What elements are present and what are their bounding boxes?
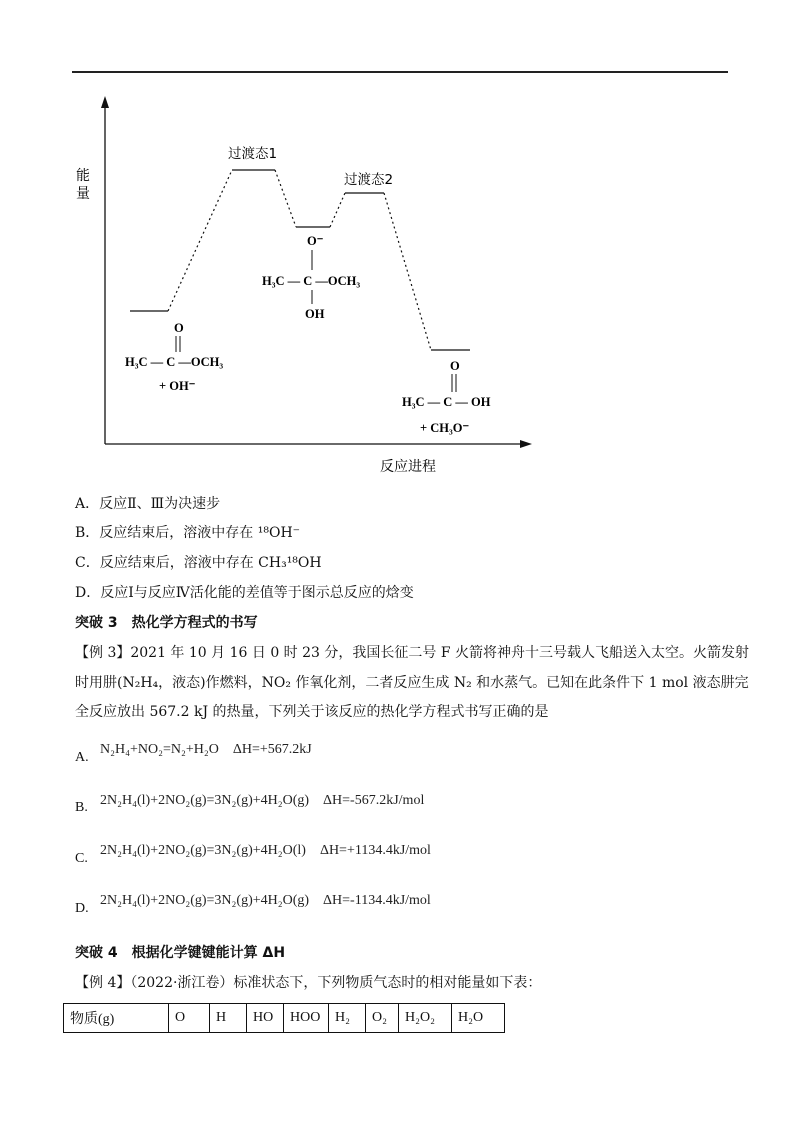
option-c: C．反应结束后，溶液中存在 CH₃¹⁸OH bbox=[75, 555, 322, 571]
table-cell: O₂ bbox=[366, 1004, 399, 1033]
equation-a: N₂H₄+NO₂=N₂+H₂O ΔH=+567.2kJ bbox=[100, 742, 312, 757]
y-label-1: 能 bbox=[76, 168, 90, 184]
path-ts1-int bbox=[275, 170, 296, 227]
path-r-ts1 bbox=[168, 170, 232, 311]
equation-b-label: B. bbox=[75, 800, 88, 815]
table-cell: H bbox=[210, 1004, 247, 1033]
equation-b: 2N₂H₄(l)+2NO₂(g)=3N₂(g)+4H₂O(g) ΔH=-567.2kJ/mol bbox=[100, 793, 425, 808]
table-cell: H₂O₂ bbox=[399, 1004, 452, 1033]
path-int-ts2 bbox=[330, 193, 345, 227]
example-3-line-1: 【例 3】2021 年 10 月 16 日 0 时 23 分，我国长征二号 F 火箭将神舟十三号载人飞船送入太空。火箭发射 bbox=[75, 645, 750, 661]
equation-c: 2N₂H₄(l)+2NO₂(g)=3N₂(g)+4H₂O(l) ΔH=+1134.4kJ/mol bbox=[100, 843, 431, 858]
example-3-line-2: 时用肼(N₂H₄，液态)作燃料，NO₂ 作氧化剂，二者反应生成 N₂ 和水蒸气。已知在此条件下 1 mol 液态肼完 bbox=[75, 675, 749, 691]
table-row bbox=[64, 1004, 505, 1033]
ts2-label: 过渡态2 bbox=[344, 172, 394, 188]
option-a: A．反应Ⅱ、Ⅲ为决速步 bbox=[75, 496, 221, 512]
reactant-row: H₃C — C —OCH₃ bbox=[125, 355, 224, 369]
option-d: D．反应Ⅰ与反应Ⅳ活化能的差值等于图示总反应的焓变 bbox=[75, 585, 414, 601]
path-ts2-p bbox=[384, 193, 431, 350]
table-cell: H₂ bbox=[329, 1004, 366, 1033]
intermediate-bottom: OH bbox=[305, 307, 325, 321]
reactant-extra: + OH⁻ bbox=[159, 379, 196, 393]
section-4-heading: 突破 4 根据化学键键能计算 ΔH bbox=[75, 945, 286, 961]
example-4-stem: 【例 4】（2022·浙江卷）标准状态下，下列物质气态时的相对能量如下表： bbox=[75, 975, 542, 991]
table-cell: HO bbox=[247, 1004, 284, 1033]
equation-a-label: A. bbox=[75, 750, 89, 765]
table-cell: 物质(g) bbox=[64, 1004, 169, 1033]
equation-d-label: D. bbox=[75, 901, 89, 916]
table-cell: O bbox=[169, 1004, 210, 1033]
x-label: 反应进程 bbox=[380, 459, 436, 475]
product-o: O bbox=[450, 359, 460, 373]
product-row: H₃C — C — OH bbox=[402, 395, 491, 409]
y-label-2: 量 bbox=[76, 186, 90, 202]
intermediate-row: H₃C — C —OCH₃ bbox=[262, 274, 361, 288]
table-cell: H₂O bbox=[452, 1004, 505, 1033]
reactant-o: O bbox=[174, 321, 184, 335]
ts1-label: 过渡态1 bbox=[228, 146, 278, 162]
y-axis-arrow bbox=[101, 96, 109, 108]
x-axis-arrow bbox=[520, 440, 532, 448]
equation-c-label: C. bbox=[75, 851, 88, 866]
intermediate-top: O⁻ bbox=[307, 234, 324, 248]
energy-table bbox=[63, 1003, 505, 1033]
energy-diagram bbox=[0, 0, 800, 480]
option-b: B．反应结束后，溶液中存在 ¹⁸OH⁻ bbox=[75, 525, 301, 541]
equation-d: 2N₂H₄(l)+2NO₂(g)=3N₂(g)+4H₂O(g) ΔH=-1134.4kJ/mol bbox=[100, 893, 431, 908]
example-3-line-3: 全反应放出 567.2 kJ 的热量，下列关于该反应的热化学方程式书写正确的是 bbox=[75, 704, 549, 720]
product-extra: + CH₃O⁻ bbox=[420, 421, 470, 435]
section-3-heading: 突破 3 热化学方程式的书写 bbox=[75, 615, 258, 631]
table-cell: HOO bbox=[284, 1004, 329, 1033]
